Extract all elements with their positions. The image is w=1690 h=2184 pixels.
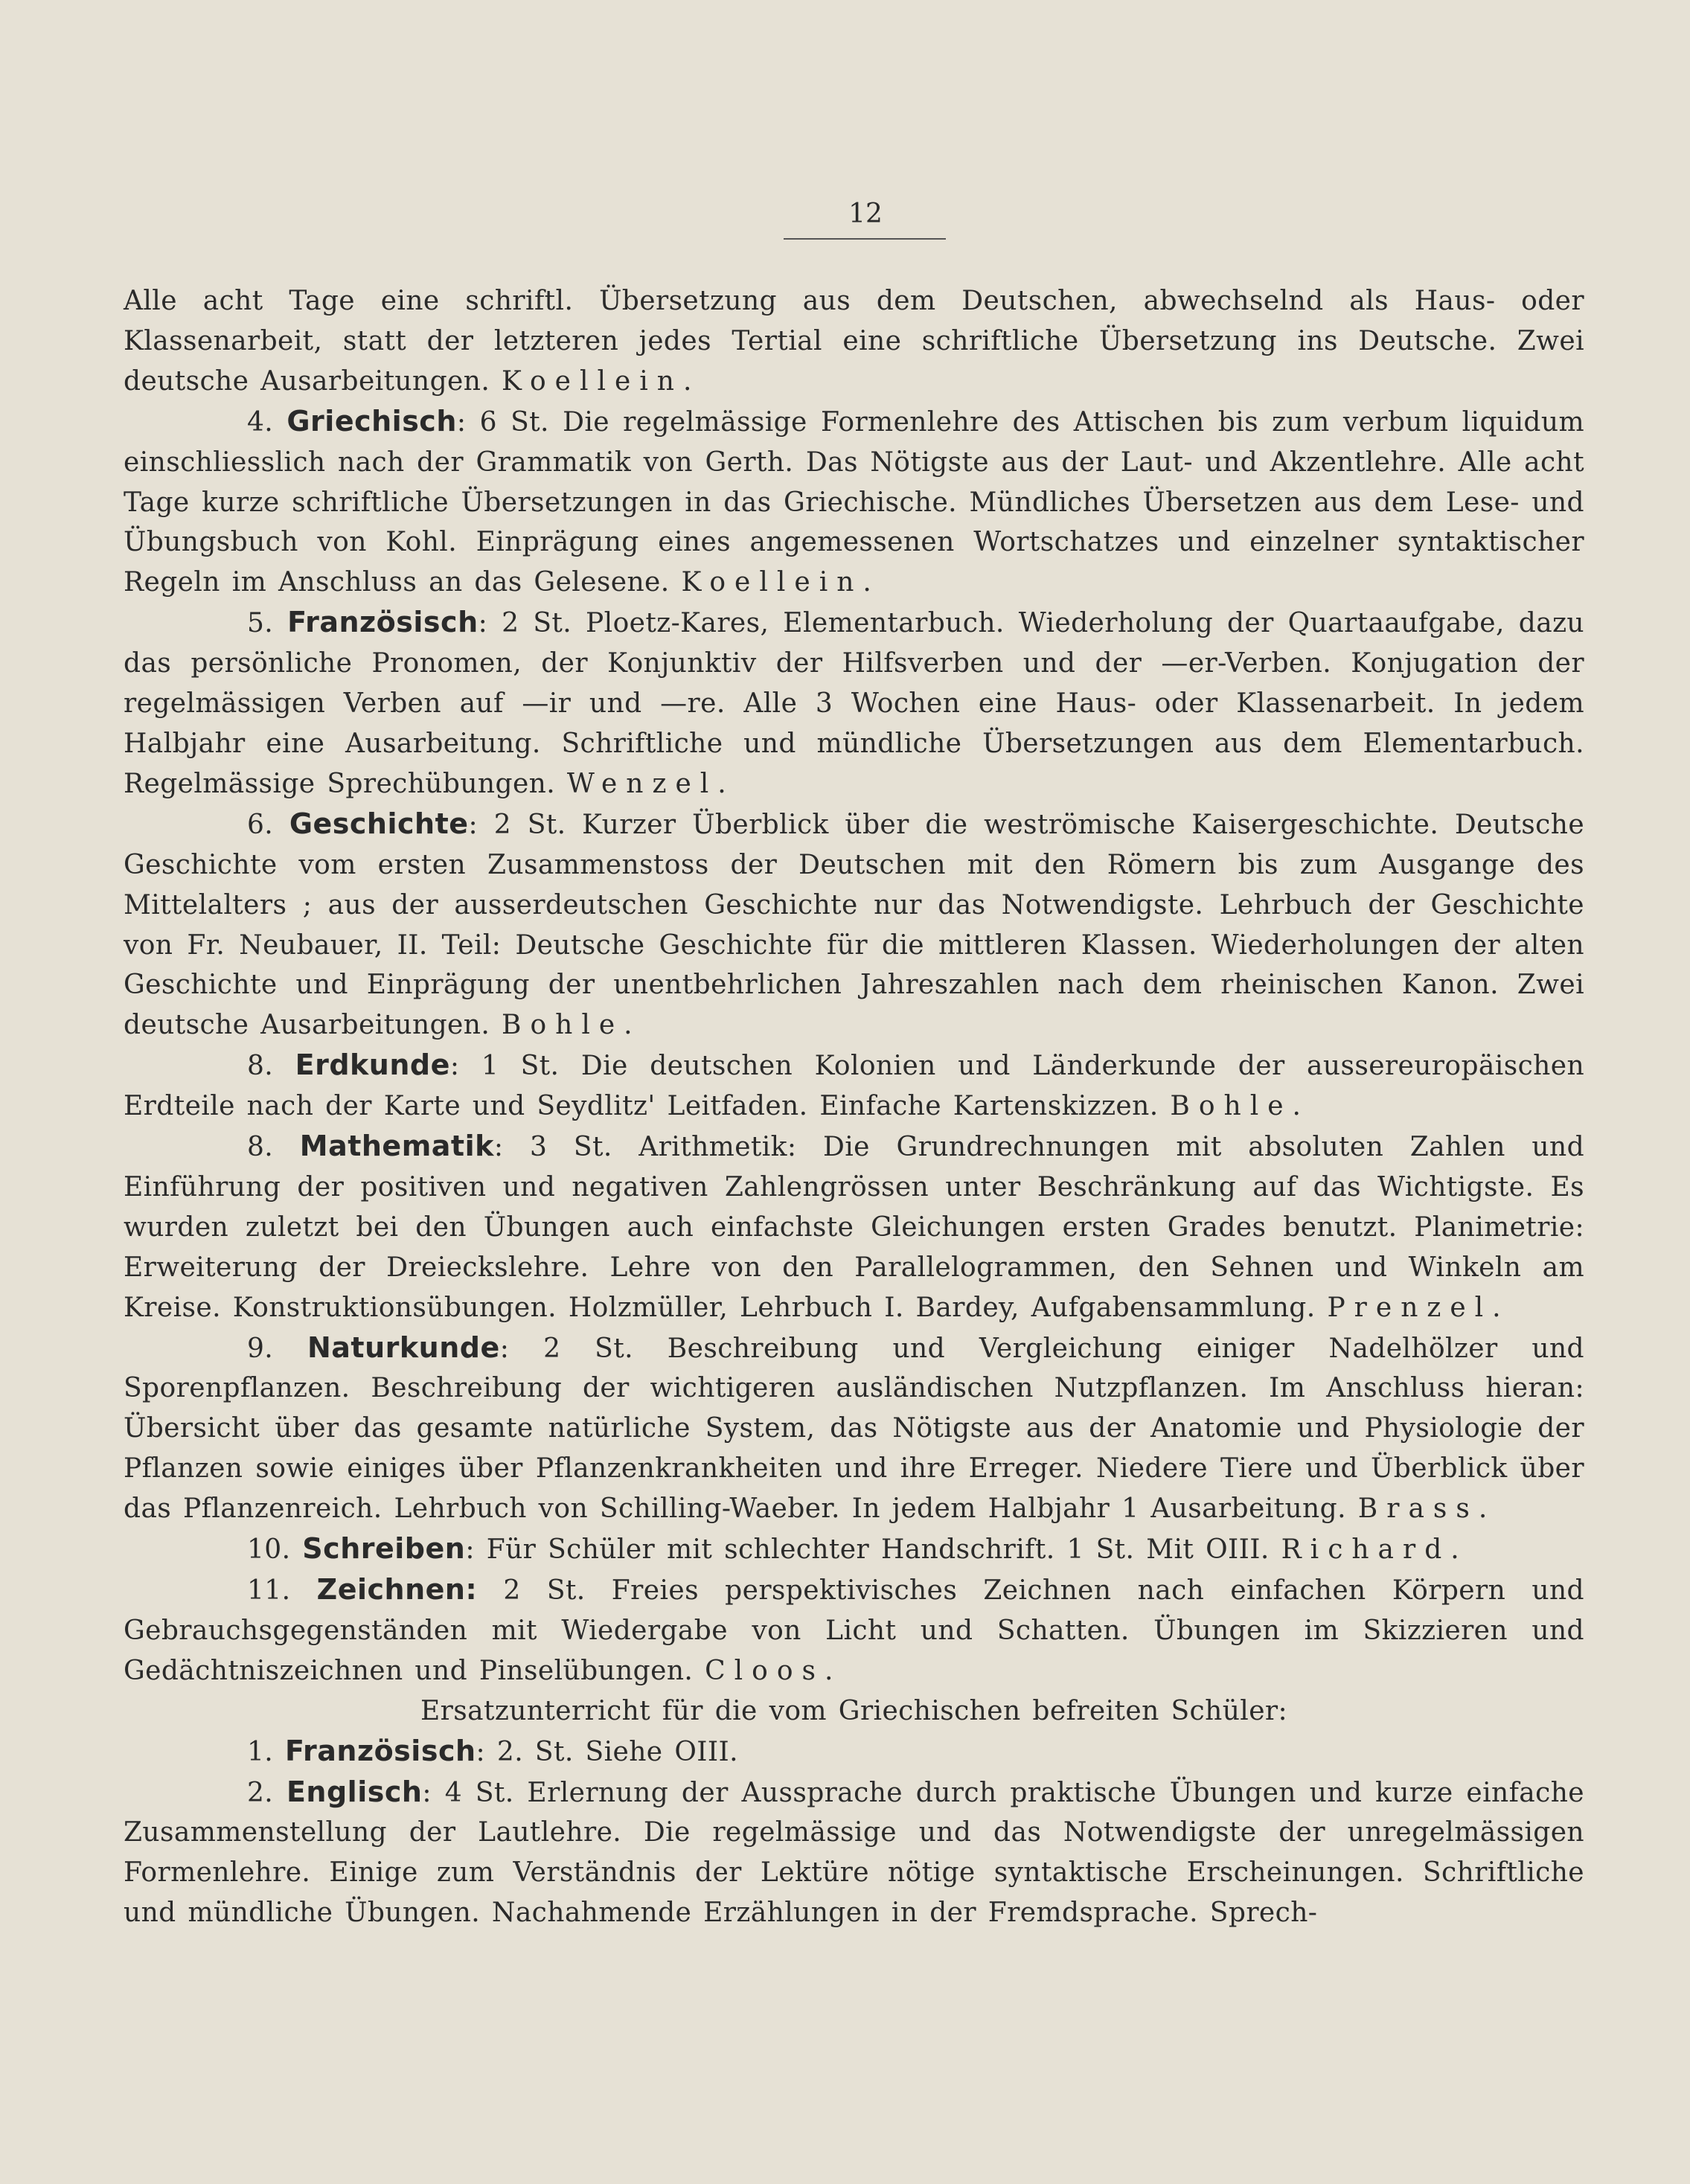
paragraph-text: Ploetz-Kares, Elementarbuch. Wiederholung der Quartaaufgabe, dazu das persönliche Pronomen, der Konjunktiv der Hilfsverben und der —er-Verben. Konjugation der regelmässigen Verben auf —ir und —re. Alle 3 Wochen eine Haus- oder Klassenarbeit. In jedem Halbjahr eine Ausarbeitung. Schriftliche und mündliche Übersetzungen aus dem Elementarbuch. Regelmässige Sprechübungen.	[124, 608, 1585, 799]
paragraph-erdkunde	[124, 1045, 1584, 1127]
subject-heading: Mathematik	[299, 1130, 494, 1163]
subject-heading: Zeichnen:	[316, 1573, 478, 1606]
subject-hours: : 2 St.	[478, 608, 572, 639]
paragraph-text: Arithmetik: Die Grundrechnungen mit absoluten Zahlen und Einführung der positiven und negativen Zahlengrössen unter Beschränkung auf das Wichtigste. Es wurden zuletzt bei den Übungen auch einfachste Gleichungen ersten Grades benutzt. Planimetrie: Erweiterung der Dreieckslehre. Lehre von den Parallelogrammen, den Sehnen und Winkeln am Kreise. Konstruktionsübungen. Holzmüller, Lehrbuch I. Bardey, Aufgabensammlung.	[124, 1132, 1585, 1323]
paragraph-text: Die deutschen Kolonien und Länderkunde der aussereuropäischen Erdteile nach der Karte und Seydlitz' Leitfaden. Einfache Kartenskizzen.	[124, 1051, 1585, 1122]
subject-hours: : 2 St.	[468, 809, 566, 840]
body-text	[124, 281, 1584, 1933]
subject-hours: :	[465, 1534, 475, 1566]
item-number: 10.	[247, 1534, 291, 1566]
page-number: 12	[848, 199, 883, 229]
ersatz-heading: Ersatzunterricht für die vom Griechischen befreiten Schüler:	[420, 1695, 1288, 1726]
paragraph-zeichnen	[124, 1570, 1584, 1691]
paragraph-text: Die regelmässige Formenlehre des Attischen bis zum verbum liquidum einschliesslich nach der Grammatik von Gerth. Das Nötigste aus der Laut- und Akzentlehre. Alle acht Tage kurze schriftliche Übersetzungen in das Griechische. Mündliches Übersetzen aus dem Lese- und Übungsbuch von Kohl. Einprägung eines angemessenen Wortschatzes und einzelner syntaktischer Regeln im Anschluss an das Gelesene.	[124, 406, 1584, 598]
subject-hours: : 2. St.	[476, 1736, 574, 1767]
paragraph-text: Beschreibung und Vergleichung einiger Nadelhölzer und Sporenpflanzen. Beschreibung der wichtigeren ausländischen Nutzpflanzen. Im Anschluss hieran: Übersicht über das gesamte natürliche System, das Nötigste aus der Anatomie und Physiologie der Pflanzen sowie einiges über Pflanzenkrankheiten und ihre Erreger. Niedere Tiere und Überblick über das Pflanzenreich. Lehrbuch von Schilling-Waeber. In jedem Halbjahr 1 Ausarbeitung.	[124, 1333, 1584, 1525]
teacher-name: Wenzel.	[566, 768, 735, 799]
subject-hours: : 1 St.	[449, 1051, 560, 1082]
subject-hours: : 6 St.	[456, 406, 549, 438]
paragraph-naturkunde	[124, 1328, 1584, 1530]
paragraph-text: Alle acht Tage eine schriftl. Übersetzung aus dem Deutschen, abwechselnd als Haus- oder Klassenarbeit, statt der letzteren jedes Tertial eine schriftliche Übersetzung ins Deutsche. Zwei deutsche Ausarbeitungen.	[124, 286, 1584, 397]
subject-heading: Erdkunde	[295, 1048, 450, 1082]
paragraph-mathematik	[124, 1127, 1584, 1328]
subject-hours: 2 St.	[503, 1575, 586, 1606]
paragraph-text: Freies perspektivisches Zeichnen nach einfachen Körpern und Gebrauchsgegenständen mit Wiedergabe von Licht und Schatten. Übungen im Skizzieren und Gedächtniszeichnen und Pinselübungen.	[124, 1575, 1584, 1686]
subject-hours: : 4 St.	[422, 1777, 514, 1808]
item-number: 5.	[247, 608, 274, 639]
paragraph-text: Für Schüler mit schlechter Handschrift. 1 St. Mit OIII.	[486, 1534, 1270, 1566]
subject-hours: : 2 St.	[499, 1333, 633, 1364]
paragraph-ersatz-franzoesisch	[124, 1732, 1584, 1773]
item-number: 1.	[247, 1736, 274, 1767]
page-number-rule	[784, 238, 946, 240]
item-number: 2.	[247, 1777, 274, 1808]
item-number: 4.	[247, 406, 274, 438]
paragraph-schreiben	[124, 1529, 1584, 1570]
teacher-name: Bohle.	[502, 1010, 641, 1041]
item-number: 8.	[247, 1132, 274, 1163]
subject-heading: Griechisch	[287, 404, 457, 438]
subject-hours: : 3 St.	[493, 1132, 612, 1163]
subject-heading: Französisch	[285, 1734, 476, 1767]
item-number: 9.	[247, 1333, 274, 1364]
teacher-name: Prenzel.	[1327, 1292, 1510, 1323]
teacher-name: Cloos.	[705, 1655, 842, 1686]
paragraph-latin-continuation	[124, 281, 1584, 402]
paragraph-text: Kurzer Überblick über die weströmische Kaisergeschichte. Deutsche Geschichte vom ersten Zusammenstoss der Deutschen mit den Römern bis zum Ausgange des Mittelalters ; aus der ausserdeutschen Geschichte nur das Notwendigste. Lehrbuch der Geschichte von Fr. Neubauer, II. Teil: Deutsche Geschichte für die mittleren Klassen. Wiederholungen der alten Geschichte und Einprägung der unentbehrlichen Jahreszahlen nach dem rheinischen Kanon. Zwei deutsche Ausarbeitungen.	[124, 809, 1585, 1041]
teacher-name: Koellein.	[502, 365, 701, 397]
paragraph-text: Siehe OIII.	[585, 1736, 738, 1767]
subject-heading: Schreiben	[302, 1532, 466, 1566]
teacher-name: Koellein.	[681, 567, 880, 598]
paragraph-ersatz-englisch	[124, 1773, 1584, 1934]
paragraph-franzoesisch	[124, 603, 1584, 804]
item-number: 6.	[247, 809, 274, 840]
subject-heading: Englisch	[286, 1775, 423, 1808]
teacher-name: Brass.	[1357, 1493, 1497, 1525]
item-number: 8.	[247, 1051, 274, 1082]
paragraph-text: Erlernung der Aussprache durch praktische Übungen und kurze einfache Zusammenstellung der Lautlehre. Die regelmässige und das Notwendigste der unregelmässigen Formenlehre. Einige zum Verständnis der Lektüre nötige syntaktische Erscheinungen. Schriftliche und mündliche Übungen. Nachahmende Erzählungen in der Fremdsprache. Sprech-	[124, 1777, 1585, 1929]
paragraph-geschichte	[124, 804, 1584, 1045]
teacher-name: Bohle.	[1170, 1091, 1310, 1122]
item-number: 11.	[247, 1575, 291, 1606]
subject-heading: Naturkunde	[307, 1330, 500, 1364]
subject-heading: Französisch	[287, 606, 478, 639]
teacher-name: Richard.	[1281, 1534, 1468, 1566]
subject-heading: Geschichte	[289, 807, 469, 840]
paragraph-griechisch	[124, 402, 1584, 603]
